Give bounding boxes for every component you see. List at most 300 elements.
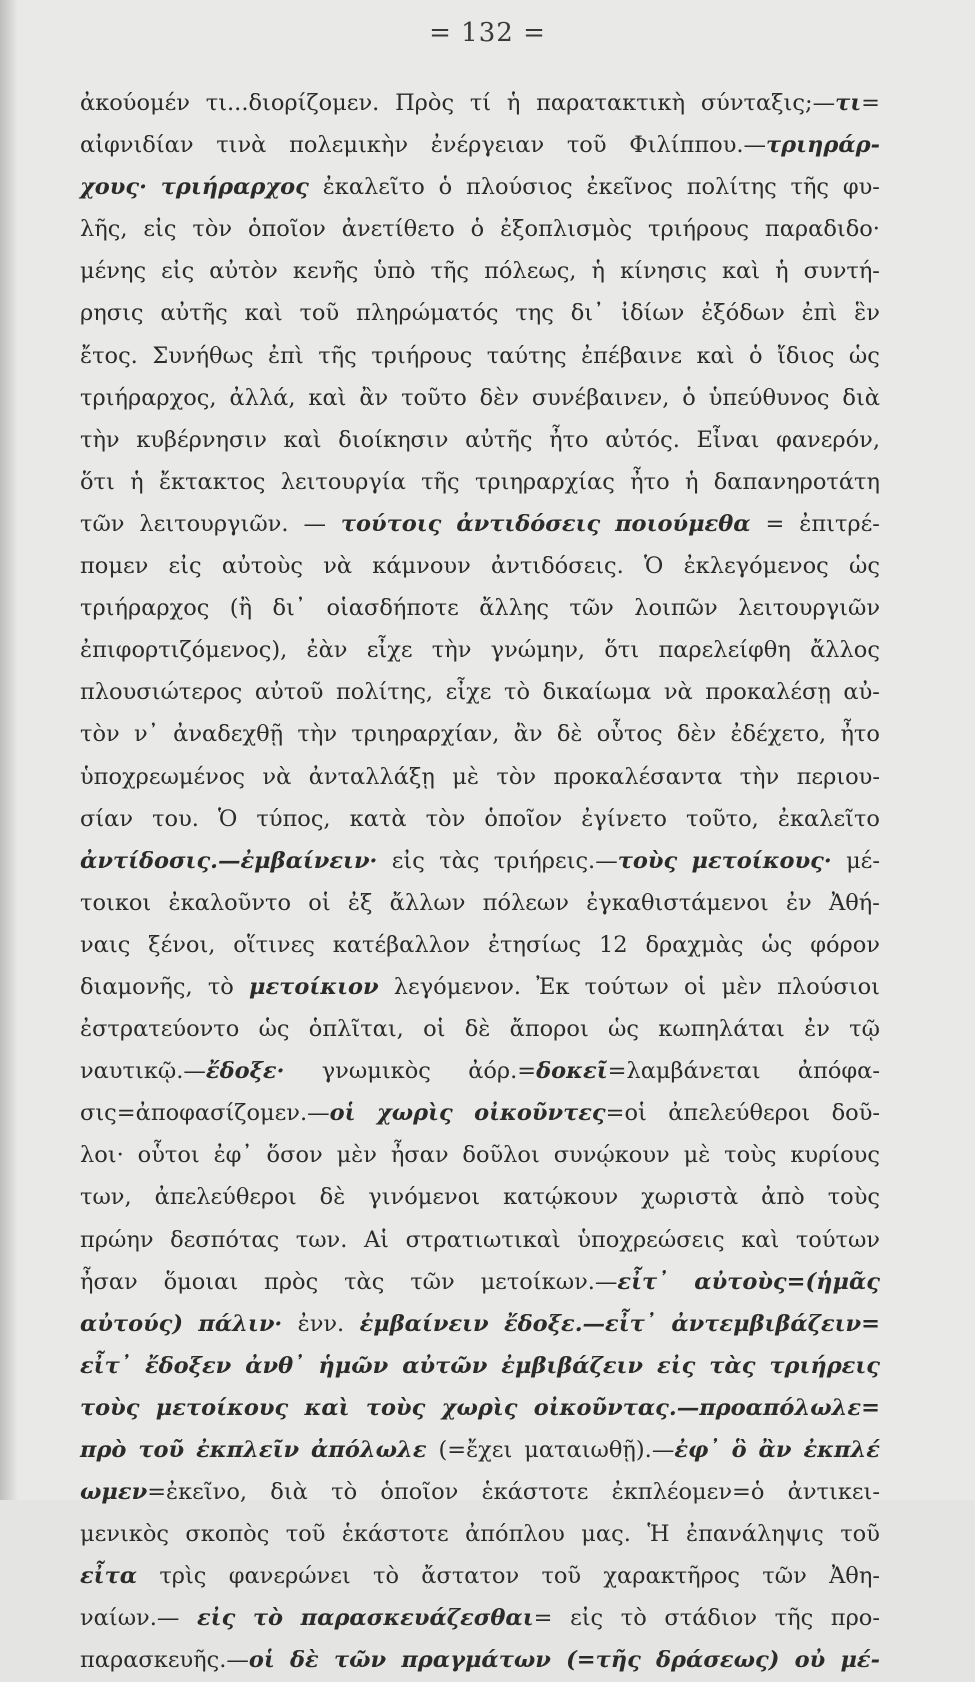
text-line: [80, 1345, 880, 1387]
word: πληρώματός: [355, 300, 499, 327]
word: τῶν: [762, 1563, 807, 1590]
word: καὶ: [308, 384, 347, 411]
word: ὡς: [608, 1016, 639, 1043]
word: κωπηλάται: [658, 1016, 785, 1043]
word: ἔτος.: [80, 342, 138, 369]
word: ἡ: [684, 468, 699, 495]
text-line: [80, 503, 880, 545]
word: δεσπότας: [170, 1226, 280, 1253]
word: φόρον: [810, 931, 880, 958]
word: τὸ: [331, 1479, 358, 1506]
word: αὐτοὺς: [221, 553, 303, 580]
word: ὁ: [682, 384, 696, 411]
text-line: [80, 124, 880, 166]
word: ναίων.—: [80, 1605, 180, 1632]
word: προκαλέσῃ: [705, 679, 831, 706]
word: ἐξόδων: [701, 300, 785, 327]
word: (=ἔχει: [438, 1437, 513, 1463]
word: ἦσαν: [80, 1268, 138, 1295]
text-line: [80, 1429, 880, 1471]
word: ν᾿: [133, 721, 159, 748]
word: προ-: [830, 1605, 880, 1632]
word: δὲν: [479, 384, 519, 411]
word: συνέβαινεν,: [531, 384, 670, 411]
word: αὐτὸν: [209, 258, 278, 285]
text-line: [80, 82, 880, 124]
word: μὲ: [683, 1142, 711, 1169]
word: ἦσαν: [390, 1142, 449, 1169]
word: ἔκτακτος: [158, 468, 266, 495]
text-line: [80, 756, 880, 798]
word: ξένοι,: [148, 931, 216, 958]
word: αὐτοῦ: [254, 679, 324, 706]
text-line: [80, 840, 880, 882]
word: εἰς: [570, 1605, 604, 1632]
word: αὐτός.: [605, 426, 680, 453]
word: ἡ: [775, 258, 789, 285]
text-line: [80, 1261, 880, 1303]
word: μένης: [80, 258, 147, 285]
word: ἐτησίως: [487, 931, 582, 958]
word: νὰ: [262, 763, 292, 790]
word: κατὰ: [349, 805, 407, 832]
word: ἐκαλεῖτο: [777, 805, 880, 832]
word: δὲ: [556, 721, 583, 748]
word: νὰ: [323, 553, 353, 580]
word: πάλιν·: [198, 1310, 283, 1337]
word: τοῦτο: [401, 384, 467, 411]
word: τῆς: [790, 174, 830, 201]
word: τῶν: [80, 510, 125, 537]
word: χους·: [80, 174, 147, 201]
word: ἐγκαθιστάμενοι: [586, 889, 769, 916]
word: τὸ: [504, 679, 531, 706]
word: δοῦ-: [831, 1100, 880, 1127]
word: καὶ: [741, 1226, 780, 1253]
word: τὸν: [80, 721, 120, 748]
word: Πρὸς: [395, 90, 455, 116]
word: ὁπλῖται,: [308, 1016, 404, 1043]
word: κατέβαλλον: [332, 931, 471, 958]
word: οἱασδήποτε: [326, 595, 459, 622]
word: τῷ: [849, 1016, 880, 1043]
word: δὲ: [290, 1647, 319, 1674]
word: παρασκευάζεσθαι=: [300, 1605, 553, 1632]
word: ἦτο: [549, 426, 589, 453]
word: ὁποῖον: [247, 216, 326, 243]
word: ἐν: [804, 1016, 830, 1043]
word: ἐπὶ: [801, 300, 838, 327]
word: δαπανηροτάτη: [713, 468, 880, 495]
word: Αἱ: [363, 1226, 390, 1253]
word: δὲ: [319, 1184, 346, 1211]
word: ἀκούομέν: [80, 90, 190, 116]
text-line: [80, 1639, 880, 1681]
text-line: [80, 461, 880, 503]
word: ἡ: [506, 90, 521, 116]
word: τῆς: [318, 342, 357, 369]
word: παρατακτικὴ: [536, 90, 686, 116]
word: Εἶναι: [696, 426, 760, 453]
word: του.: [152, 805, 199, 832]
word: ἑκάστοτε: [341, 1521, 449, 1548]
word: ἦτο: [630, 468, 670, 495]
word: ἐπὶ: [268, 342, 304, 369]
page-number: = 132 =: [429, 18, 546, 48]
word: ὡς: [258, 1016, 290, 1043]
word: οὐ: [794, 1647, 826, 1674]
word: τὸ: [207, 973, 234, 1000]
word: τὸν: [496, 763, 537, 790]
word: ἐκπλεῖν: [196, 1437, 300, 1463]
word: κυβέρνησιν: [136, 426, 267, 453]
text-line: [80, 166, 880, 208]
word: ἐδέχετο,: [730, 721, 827, 748]
text-line: [80, 587, 880, 629]
word: τοῦ: [541, 1563, 582, 1590]
word: λεγόμενον.: [393, 973, 522, 1000]
word: ἐστρατεύοντο: [80, 1016, 240, 1043]
word: τι...διορίζομεν.: [205, 90, 380, 116]
word: ματαιωθῇ).—ἐφ᾿: [524, 1437, 720, 1463]
word: καὶ: [304, 1394, 350, 1421]
word: λειτουργιῶν.: [139, 510, 289, 537]
word: ωμεν=ἐκεῖνο,: [80, 1479, 248, 1506]
word: προκαλέσαντα: [553, 763, 723, 790]
word: ἐκαλοῦντο: [168, 889, 292, 916]
word: ἐν: [785, 889, 812, 916]
word: ἐπέβαινε: [581, 342, 682, 369]
word: πρώην: [80, 1226, 154, 1253]
word: της: [515, 300, 554, 327]
text-line: [80, 966, 880, 1008]
word: καὶ: [283, 426, 322, 453]
word: μὲ: [452, 763, 479, 790]
word: ὑποχρεώσεις: [577, 1226, 725, 1253]
word: αὐτοὺς=(ἡμᾶς: [694, 1268, 880, 1295]
word: δὲν: [676, 721, 717, 748]
word: εἰς: [197, 1605, 236, 1632]
word: των,: [80, 1184, 132, 1211]
word: (=τῆς: [566, 1647, 641, 1674]
word: ἐπιφορτιζόμενος),: [80, 637, 288, 664]
word: ὡς: [761, 931, 793, 958]
word: πρὸς: [264, 1268, 319, 1295]
word: ἀπόπλου: [465, 1521, 565, 1548]
text-line: [80, 924, 880, 966]
word: νὰ: [663, 679, 693, 706]
word: ναις: [80, 931, 131, 958]
word: χαρακτῆρος: [603, 1563, 741, 1590]
word: ταύτης: [486, 342, 567, 369]
word: τοὺς: [827, 1184, 880, 1211]
word: διὰ: [270, 1479, 308, 1506]
word: μας.: [581, 1521, 631, 1548]
word: τοῦ: [566, 132, 607, 159]
word: τριήρους: [648, 216, 750, 243]
word: χωριστὰ: [641, 1184, 739, 1211]
word: Ἐκ: [536, 973, 570, 1000]
word: ὁ: [470, 216, 485, 243]
word: τὰς: [344, 1268, 385, 1295]
word: οἰκοῦντες=οἱ: [474, 1100, 647, 1127]
word: ἀπελεύθεροι: [154, 1184, 297, 1211]
word: ἀνετίθετο: [341, 216, 455, 243]
word: Ἀθη-: [829, 1563, 880, 1590]
word: Συνήθως: [152, 342, 254, 369]
word: διὰ: [842, 384, 880, 411]
word: πλουσιώτερος: [80, 679, 243, 706]
word: εἰς: [161, 258, 195, 285]
word: ἀναδεχθῇ: [173, 721, 284, 748]
word: γινόμενοι: [368, 1184, 481, 1211]
word: ἡμῶν: [318, 1352, 389, 1379]
word: ἐγίνετο: [581, 805, 667, 832]
text-line: [80, 1050, 880, 1092]
word: Φιλίππου.—τριηράρ-: [629, 132, 880, 159]
word: λοιπῶν: [634, 595, 718, 622]
word: Ἡ: [647, 1521, 670, 1548]
word: ἄστατον: [421, 1563, 520, 1590]
word: παραδιδο·: [764, 216, 880, 243]
word: ὅσον: [266, 1142, 323, 1169]
word: παρελείφθη: [658, 637, 791, 664]
word: γνωμικὸς: [321, 1058, 431, 1085]
word: τὸ: [620, 1605, 647, 1632]
word: δραχμὰς: [645, 931, 744, 958]
word: τριήρους: [371, 342, 473, 369]
word: δοῦλοι: [462, 1142, 540, 1169]
word: τὸν: [425, 805, 466, 832]
word: δὲ: [464, 1016, 491, 1043]
word: ὁ: [438, 174, 453, 201]
word: ἔδοξεν: [144, 1352, 232, 1379]
word: πραγμάτων: [401, 1647, 551, 1674]
word: ὑποχρεωμένος: [80, 763, 245, 790]
word: τοῦτο,: [686, 805, 759, 832]
text-line: [80, 1219, 880, 1261]
word: τῆς: [421, 468, 460, 495]
text-line: [80, 1092, 880, 1134]
text-line: [80, 1597, 880, 1639]
word: κατῴκουν: [503, 1184, 619, 1211]
word: μετοίκους: [155, 1394, 289, 1421]
word: πλούσιοι: [777, 973, 880, 1000]
word: τοικοι: [80, 889, 152, 916]
word: —: [303, 510, 326, 537]
text-line: [80, 1303, 880, 1345]
word: ὃ: [731, 1437, 747, 1463]
word: τὰς: [439, 847, 480, 874]
word: ἐξ: [347, 889, 373, 916]
word: χωρὶς: [376, 1100, 453, 1127]
word: ἰδίων: [621, 300, 685, 327]
word: τῶν: [569, 595, 614, 622]
word: τὴν: [80, 426, 120, 453]
word: ἀνθ᾿: [245, 1352, 305, 1379]
text-line: [80, 335, 880, 377]
word: λειτουργιῶν: [738, 595, 880, 622]
word: πρὸ: [80, 1437, 127, 1463]
word: συνῴκουν: [553, 1142, 670, 1169]
word: κυρίους: [790, 1142, 880, 1169]
word: τούτων: [584, 973, 669, 1000]
word: ἀπόφα-: [797, 1058, 880, 1085]
word: ἐκπλέ: [803, 1437, 880, 1463]
word: τριήρεις: [769, 1352, 880, 1379]
word: ἄλλης: [479, 595, 549, 622]
text-line: [80, 1134, 880, 1176]
word: τὸν: [192, 216, 233, 243]
word: συντή-: [803, 258, 880, 285]
word: ἀόρ.=δοκεῖ=λαμβάνεται: [468, 1058, 761, 1085]
word: τί: [469, 90, 492, 116]
word: φανερώνει: [228, 1563, 351, 1590]
word: ἐμβαίνειν: [359, 1310, 489, 1337]
word: τριήραρχος: [160, 174, 309, 201]
word: ἡ: [130, 468, 144, 495]
word: τοῦ: [299, 300, 340, 327]
text-line: [80, 629, 880, 671]
word: λειτουργία: [280, 468, 406, 495]
word: τὸ: [373, 1563, 399, 1590]
word: ἄλλος: [810, 637, 880, 664]
text-line: [80, 798, 880, 840]
text-line: [80, 1513, 880, 1555]
word: μέ-: [846, 847, 880, 874]
word: τριήραρχος: [80, 595, 210, 622]
word: στάδιον: [664, 1605, 758, 1632]
word: Ἀθή-: [829, 889, 880, 916]
word: λῆς,: [80, 216, 128, 243]
word: περιου-: [796, 763, 880, 790]
word: παρασκευῆς.—οἱ: [80, 1647, 275, 1674]
word: τὴν: [431, 637, 472, 664]
word: ὁποῖον: [484, 805, 563, 832]
word: ἐξοπλισμὸς: [500, 216, 633, 243]
word: πολίτης: [686, 174, 777, 201]
text-line: [80, 377, 880, 419]
word: ποιούμεθα: [615, 510, 751, 537]
word: ἐπιτρέ-: [799, 510, 880, 537]
word: ἂν: [513, 721, 543, 748]
word: ἐκπλέομεν=ὁ: [611, 1479, 765, 1506]
word: ἀλλά,: [229, 384, 296, 411]
word: τοὺς: [724, 1142, 777, 1169]
word: τοὺς: [80, 1394, 140, 1421]
text-line: [80, 208, 880, 250]
word: τρὶς: [159, 1563, 207, 1590]
word: ἐφ᾿: [213, 1142, 253, 1169]
word: τῶν: [333, 1647, 387, 1674]
word: μὲν: [336, 1142, 377, 1169]
word: μετοίκιον: [249, 973, 379, 1000]
word: εἰς: [143, 216, 177, 243]
word: εἰς: [391, 847, 425, 874]
word: μέ-: [840, 1647, 880, 1674]
word: Ὁ: [217, 805, 238, 832]
word: των.: [295, 1226, 348, 1253]
word: ἀνταλλάξῃ: [308, 763, 435, 790]
word: σύνταξις;—τι=: [700, 90, 880, 116]
word: ρησις: [80, 300, 144, 327]
word: ἓν: [854, 300, 880, 327]
word: πόλεως,: [484, 258, 577, 285]
word: μενικὸς: [80, 1521, 169, 1548]
word: ὑπεύθυνος: [708, 384, 830, 411]
word: ἄποροι: [509, 1016, 589, 1043]
text-line: [80, 1008, 880, 1050]
word: τὰς: [709, 1352, 756, 1379]
word: ἐπανάληψις: [686, 1521, 824, 1548]
body-text: [80, 82, 880, 1682]
text-line: [80, 882, 880, 924]
word: ἐκλεγόμενος: [683, 553, 829, 580]
word: ὁποῖον: [380, 1479, 459, 1506]
word: ἀντίδοσις.—ἐμβαίνειν·: [80, 847, 378, 874]
word: οἱ: [308, 889, 331, 916]
text-line: [80, 1555, 880, 1597]
word: τὸ: [252, 1605, 284, 1632]
word: καὶ: [721, 258, 761, 285]
word: πλούσιος: [466, 174, 573, 201]
text-line: [80, 713, 880, 755]
word: ἑκάστοτε: [481, 1479, 589, 1506]
text-line: [80, 250, 880, 292]
word: ὅτι: [604, 637, 640, 664]
word: αὐτῆς: [160, 300, 228, 327]
word: οἱ: [684, 973, 707, 1000]
word: ἐνν.: [297, 1310, 345, 1337]
word: διαμονῆς,: [80, 973, 193, 1000]
word: ἀντιδόσεις.: [490, 553, 624, 580]
word: τινὰ: [216, 132, 267, 159]
word: ὡς: [848, 342, 880, 369]
word: ὁ: [749, 342, 763, 369]
word: ἂν: [359, 384, 389, 411]
word: κάμνουν: [372, 553, 471, 580]
word: τριηραρχίας: [474, 468, 615, 495]
word: αἰφνιδίαν: [80, 132, 194, 159]
word: εἰς: [657, 1352, 696, 1379]
word: κίνησις: [620, 258, 707, 285]
word: πολεμικὴν: [289, 132, 408, 159]
text-line: [80, 671, 880, 713]
word: ἔδοξε.—εἶτ᾿: [504, 1310, 656, 1337]
word: σις=ἀποφασίζομεν.—οἱ: [80, 1100, 356, 1127]
word: διοίκησιν: [338, 426, 449, 453]
word: καὶ: [696, 342, 735, 369]
text-line: [80, 1387, 880, 1429]
word: τῆς: [430, 258, 470, 285]
word: δι᾿: [570, 300, 605, 327]
word: οἱ: [423, 1016, 446, 1043]
word: τριήρεις.—τοὺς: [493, 847, 678, 874]
word: τοῦ: [840, 1521, 880, 1548]
word: ἀπελεύθεροι: [668, 1100, 811, 1127]
word: ἄλλων: [389, 889, 466, 916]
word: ἀντεμβιβάζειν=: [671, 1310, 880, 1337]
text-line: [80, 1471, 880, 1513]
word: οἰκοῦντας.—προαπόλωλε=: [533, 1394, 880, 1421]
word: λοι·: [80, 1142, 124, 1169]
word: δικαίωμα: [542, 679, 652, 706]
word: ἀντικει-: [787, 1479, 880, 1506]
text-line: [80, 419, 880, 461]
word: οἵτινες: [233, 931, 315, 958]
word: στρατιωτικαὶ: [405, 1226, 561, 1253]
word: καὶ: [244, 300, 283, 327]
